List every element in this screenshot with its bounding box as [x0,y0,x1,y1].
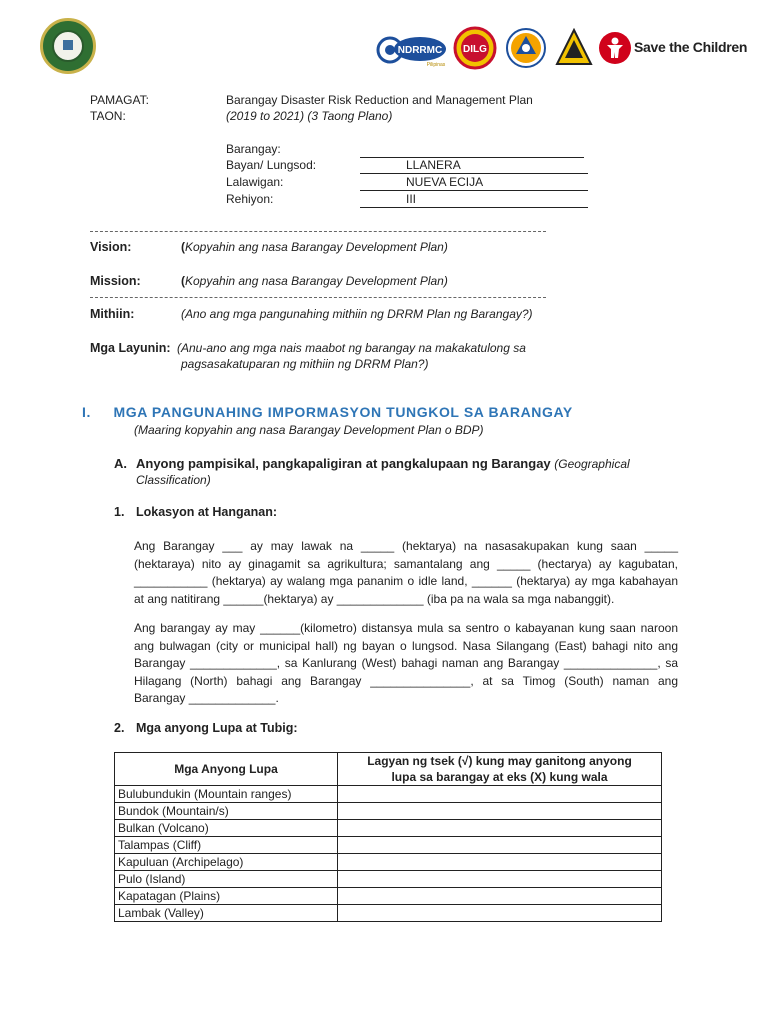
table-row [115,871,662,888]
rehiyon-label: Rehiyon: [226,192,274,206]
item-2-title: Mga anyong Lupa at Tubig: [136,721,298,735]
pamagat-value: Barangay Disaster Risk Reduction and Management Plan [226,93,533,107]
location-paragraph-1 [134,538,678,608]
location-p2-line: Barangay _____________, sa Kanlurang (West) bahagi naman ang Barangay ______________, sa [134,656,678,670]
section-1-heading [82,404,573,420]
table-header-check-line2: lupa sa barangay at eks (X) kung wala [391,770,608,784]
ndrrmc-logo [376,30,452,70]
landform-name: Bulkan (Volcano) [115,820,338,837]
subsection-a-title: Anyong pampisikal, pangkapaligiran at pangkalupaan ng Barangay [136,456,551,471]
subsection-a-note-cont: Classification) [136,473,211,487]
location-p2-line: Hilagang (North) bahagi ang Barangay _______________, at sa Timog (South) naman ang [134,673,678,688]
table-row [115,803,662,820]
vision-paren: ( [181,240,185,254]
ocd-logo [505,27,547,69]
section-1-subtitle: (Maaring kopyahin ang nasa Barangay Development Plan o BDP) [134,423,484,437]
location-p1-line: Ang Barangay ___ ay may lawak na _____ (hektarya) na nasasakupakan kung saan _____ [134,539,678,553]
layunin-line2: pagsasakatuparan ng mithiin ng DRRM Plan?) [181,357,429,371]
logo-bar [0,0,768,80]
bayan-value: LLANERA [406,158,461,172]
landform-check-cell[interactable] [338,820,662,837]
section-1-number: I. [82,404,91,420]
landform-check-cell[interactable] [338,871,662,888]
landform-name: Lambak (Valley) [115,905,338,922]
table-row [115,837,662,854]
save-the-children-wordmark: Save the Children [634,39,748,55]
bayan-underline [360,173,588,174]
landform-name: Kapuluan (Archipelago) [115,854,338,871]
barangay-seal-logo [40,18,96,74]
section-1-title: MGA PANGUNAHING IMPORMASYON TUNGKOL SA BARANGAY [113,404,573,420]
mission-paren: ( [181,274,185,288]
barangay-label: Barangay: [226,142,281,156]
table-header-check-line1: Lagyan ng tsek (√) kung may ganitong anyong [367,754,632,768]
taon-value: (2019 to 2021) (3 Taong Plano) [226,109,393,123]
vision-label: Vision: [90,240,132,254]
divider-top [90,231,546,232]
landform-name: Pulo (Island) [115,871,338,888]
location-p2-line: ang bulwagan (city or municipal hall) ng bayan o lungsod. Nasa Silangang (East) bahagi nito ang [134,638,678,653]
rehiyon-underline [360,207,588,208]
mithiin-text: (Ano ang mga pangunahing mithiin ng DRRM Plan ng Barangay?) [181,307,533,321]
lalawigan-value: NUEVA ECIJA [406,175,484,189]
location-paragraph-2 [134,620,678,708]
dilg-logo-text: DILG [463,44,487,55]
landform-name: Kapatagan (Plains) [115,888,338,905]
table-row [115,888,662,905]
landform-name: Bundok (Mountain/s) [115,803,338,820]
vision-text: Kopyahin ang nasa Barangay Development Plan) [185,240,448,254]
layunin-line1: (Anu-ano ang mga nais maabot ng barangay na makakatulong sa [177,341,526,355]
barangay-underline [360,157,584,158]
table-row [115,820,662,837]
lalawigan-label: Lalawigan: [226,175,284,189]
mission-label: Mission: [90,274,141,288]
location-p1-line: at ang natitirang ______(hektarya) ay _____________ (iba pa na wala sa mga nabanggit). [134,591,615,606]
svg-text:Pilipinas: Pilipinas [426,62,446,68]
dilg-logo [453,26,497,70]
layunin-label: Mga Layunin: [90,341,171,355]
subsection-a-letter: A. [114,456,127,471]
landform-name: Bulubundukin (Mountain ranges) [115,786,338,803]
bayan-label: Bayan/ Lungsod: [226,158,317,172]
save-the-children-logo [598,30,634,66]
location-p2-line: Barangay _____________. [134,691,279,705]
landform-check-cell[interactable] [338,803,662,820]
rehiyon-value: III [406,192,417,206]
divider-bottom [90,297,546,298]
lalawigan-underline [360,190,588,191]
taon-label: TAON: [90,109,126,123]
table-header-landform: Mga Anyong Lupa [115,753,338,786]
item-1-number: 1. [114,505,125,519]
landform-check-cell[interactable] [338,837,662,854]
location-p2-line: Ang barangay ay may ______(kilometro) distansya mula sa sentro o kabayanan kung saan naroon [134,621,678,635]
mithiin-label: Mithiin: [90,307,135,321]
landform-check-cell[interactable] [338,888,662,905]
landform-check-cell[interactable] [338,905,662,922]
table-row [115,786,662,803]
subsection-a-note: (Geographical [554,457,630,471]
landform-check-cell[interactable] [338,786,662,803]
location-p1-line: (hektaraya) nito ay ginagamit sa agrikultura; samantalang ang _____ (hectarya) ay kagubatan, [134,556,678,571]
location-p1-line: ___________ (hektarya) ay walang mga pananim o idle land, ______ (hektarya) ay mga kabahayan [134,574,678,588]
table-header-row [115,753,662,786]
item-1-title: Lokasyon at Hanganan: [136,505,277,519]
landform-name: Talampas (Cliff) [115,837,338,854]
ndrrmc-logo-text: NDRRMC [397,45,443,56]
table-header-check [338,753,662,786]
mission-text: Kopyahin ang nasa Barangay Development Plan) [185,274,448,288]
item-2-number: 2. [114,721,125,735]
table-row [115,905,662,922]
landform-table [114,752,662,922]
attendant-logo [555,28,593,68]
table-row [115,854,662,871]
landform-check-cell[interactable] [338,854,662,871]
pamagat-label: PAMAGAT: [90,93,149,107]
